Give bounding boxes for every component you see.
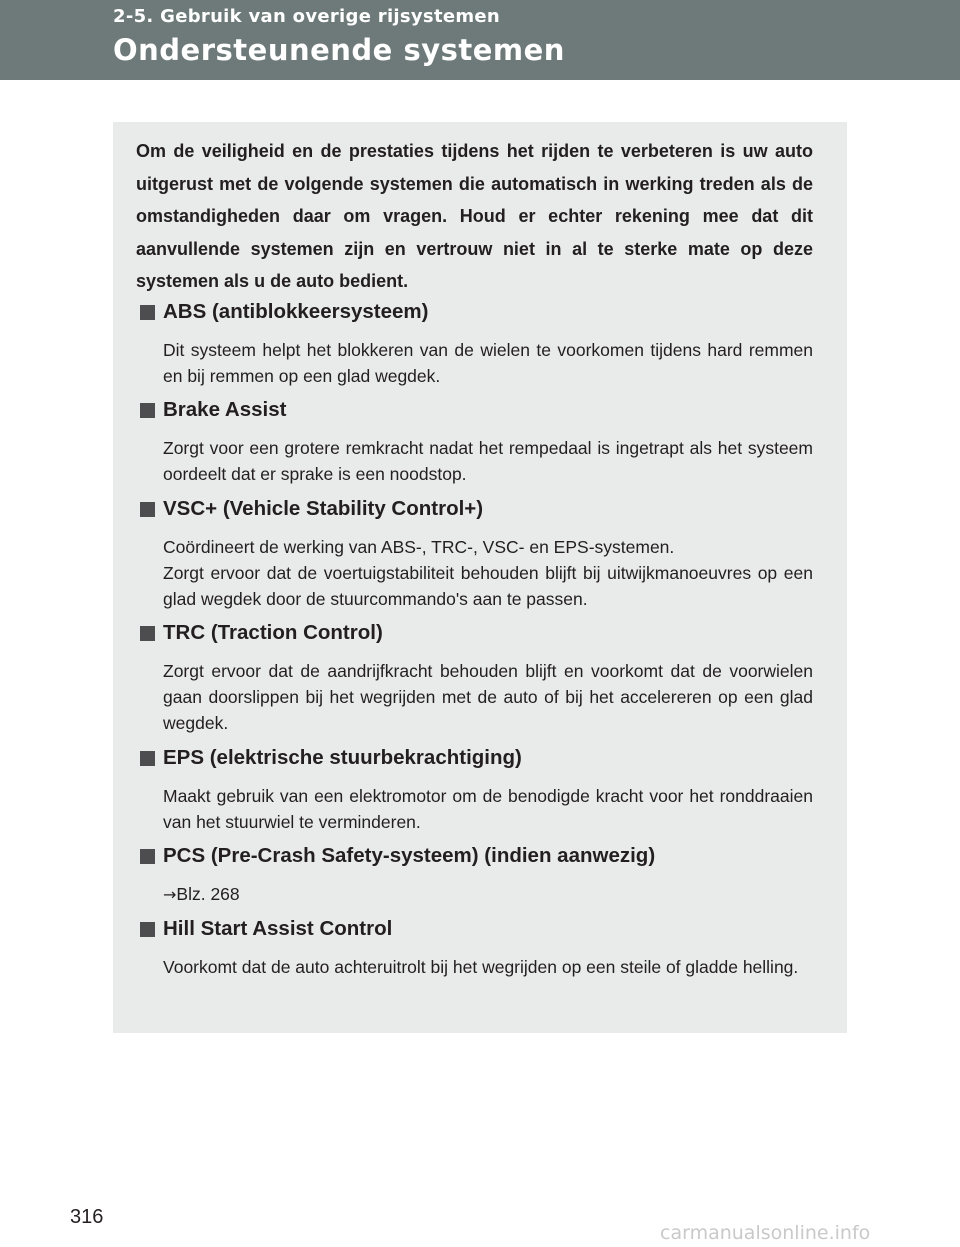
list-item-hill-start	[136, 919, 813, 980]
chapter-header	[0, 0, 960, 80]
item-body: Dit systeem helpt het blokkeren van de wielen te voorkomen tijdens hard remmen en bij remmen op een glad wegdek.	[163, 340, 813, 386]
list-item-eps	[136, 748, 813, 835]
page-reference	[163, 881, 813, 908]
item-body-line: Zorgt ervoor dat de voertuigstabiliteit behouden blijft bij uitwijkmanoeuvres op een glad wegdek door de stuurcommando's aan te passen.	[163, 563, 813, 609]
item-heading: Brake Assist	[163, 398, 287, 421]
item-body: Zorgt ervoor dat de aandrijfkracht behouden blijft en voorkomt dat de voorwielen gaan doorslippen bij het wegrijden met de auto of bij het accelereren op een glad wegdek.	[163, 661, 813, 733]
item-heading: ABS (antiblokkeersysteem)	[163, 300, 429, 323]
square-bullet-icon	[140, 751, 155, 766]
list-item-pcs	[136, 846, 813, 908]
list-item-abs	[136, 302, 813, 389]
item-body: Maakt gebruik van een elektromotor om de benodigde kracht voor het ronddraaien van het stuurwiel te verminderen.	[163, 786, 813, 832]
section-label: 2-5. Gebruik van overige rijsystemen	[113, 6, 501, 27]
right-arrow-icon: →	[163, 885, 177, 904]
page-reference-link[interactable]: Blz. 268	[176, 884, 240, 904]
watermark: carmanualsonline.info	[660, 1222, 871, 1244]
page-title: Ondersteunende systemen	[113, 33, 565, 67]
square-bullet-icon	[140, 922, 155, 937]
item-heading: VSC+ (Vehicle Stability Control+)	[163, 497, 484, 520]
square-bullet-icon	[140, 626, 155, 641]
item-body: Voorkomt dat de auto achteruitrolt bij het wegrijden op een steile of gladde helling.	[163, 957, 799, 977]
list-item-vsc	[136, 499, 813, 612]
item-heading: EPS (elektrische stuurbekrachtiging)	[163, 746, 522, 769]
square-bullet-icon	[140, 502, 155, 517]
item-body: Zorgt voor een grotere remkracht nadat het rempedaal is ingetrapt als het systeem oordeelt dat er sprake is een noodstop.	[163, 438, 813, 484]
intro-paragraph: Om de veiligheid en de prestaties tijdens het rijden te verbeteren is uw auto uitgerust met de volgende systemen die automatisch in werking treden als de omstandigheden daar om vragen. Houd er echter rekening mee dat dit aanvullende systemen zijn en vertrouw niet in al te sterke mate op deze systemen als u de auto bedient.	[136, 141, 813, 291]
item-heading: TRC (Traction Control)	[163, 621, 383, 644]
square-bullet-icon	[140, 305, 155, 320]
square-bullet-icon	[140, 403, 155, 418]
item-body-line: Coördineert de werking van ABS-, TRC-, VSC- en EPS-systemen.	[163, 537, 675, 557]
item-heading: PCS (Pre-Crash Safety-systeem) (indien aanwezig)	[163, 844, 656, 867]
content-box	[113, 122, 847, 1033]
page-number: 316	[70, 1206, 104, 1228]
list-item-brake-assist	[136, 400, 813, 487]
item-heading: Hill Start Assist Control	[163, 917, 393, 940]
list-item-trc	[136, 623, 813, 736]
square-bullet-icon	[140, 849, 155, 864]
